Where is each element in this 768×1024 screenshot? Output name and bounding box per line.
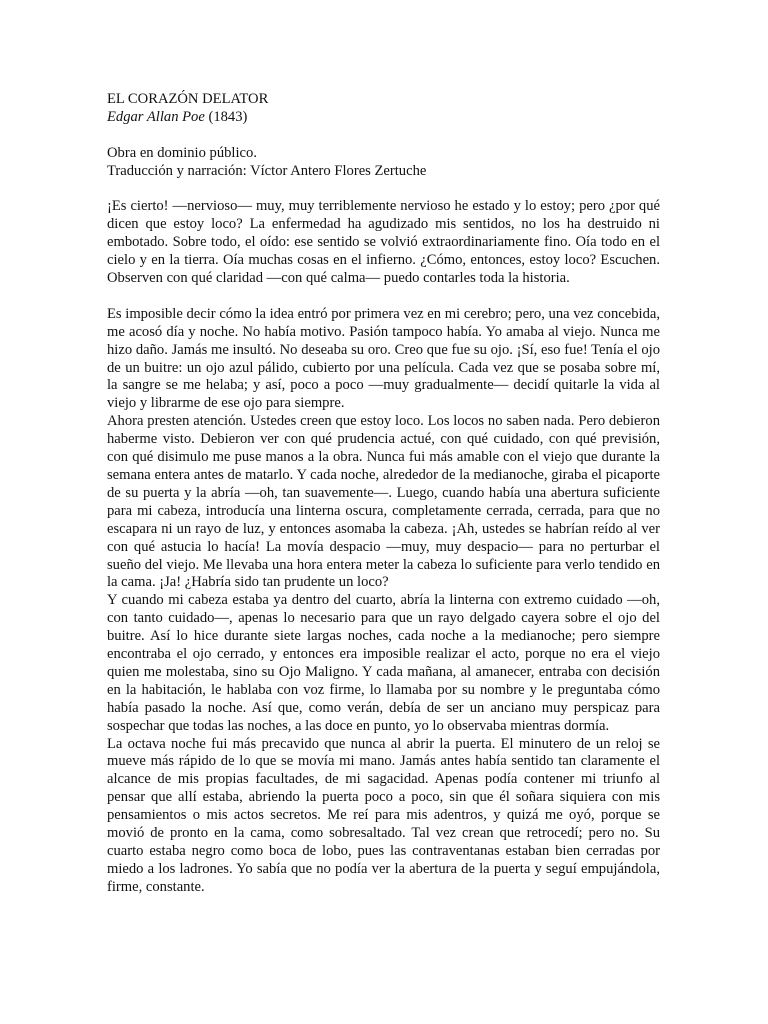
body-paragraph: La octava noche fui más precavido que nunca al abrir la puerta. El minutero de un reloj se mueve más rápido de lo que se movía mi mano. Jamás antes había sentido tan claramente el alcance de mis propias facultades, de mi sagacidad. Apenas podía contener mi triunfo al pensar que allí estaba, abriendo la puerta poco a poco, sin que él soñara siquiera con mis pensamientos o mis actos secretos. Me reí para mis adentros, y quizá me oyó, porque se movió de pronto en la cama, como sobresaltado. Tal vez crean que retrocedí; pero no. Su cuarto estaba negro como boca de lobo, pues las contraventanas estaban bien cerradas por miedo a los ladrones. Yo sabía que no podía ver la abertura de la puerta y seguí empujándola, firme, constante. [107,735,660,895]
document-page [107,91,660,897]
spacer [107,127,660,145]
author-name: Edgar Allan Poe [107,108,205,125]
spacer [107,181,660,199]
body-paragraph: Ahora presten atención. Ustedes creen que estoy loco. Los locos no saben nada. Pero debieron haberme visto. Debieron ver con qué prudencia actué, con qué cuidado, con qué previsión, con qué disimulo me puse manos a la obra. Nunca fui más amable con el viejo que durante la semana entera antes de matarlo. Y cada noche, alrededor de la medianoche, giraba el picaporte de su puerta y la abría —oh, tan suavemente—. Luego, cuando había una abertura suficiente para mi cabeza, introducía una linterna oscura, completamente cerrada, cerrada, para que no escapara ni un rayo de luz, y entonces asomaba la cabeza. ¡Ah, ustedes se habrían reído al ver con qué astucia lo hacía! La movía despacio —muy, muy despacio— para no perturbar el sueño del viejo. Me llevaba una hora entera meter la cabeza lo suficiente para verlo tendido en la cama. ¡Ja! ¿Habría sido tan prudente un loco? [107,413,660,591]
license-note: Obra en dominio público. [107,144,257,161]
spacer [107,288,660,306]
author-line [107,109,660,127]
document-header [107,91,660,127]
body-paragraph: Y cuando mi cabeza estaba ya dentro del cuarto, abría la linterna con extremo cuidado —oh, con tanto cuidado—, apenas lo necesario para que un rayo delgado cayera sobre el ojo del buitre. Así lo hice durante siete largas noches, cada noche a la medianoche; pero siempre encontraba el ojo cerrado, y entonces era imposible realizar el acto, porque no era el viejo quien me molestaba, sino su Ojo Maligno. Y cada mañana, al amanecer, entraba con decisión en la habitación, le hablaba con voz firme, lo llamaba por su nombre y le preguntaba cómo había pasado la noche. Así que, como verán, debía de ser un anciano muy perspicaz para sospechar que todas las noches, a las doce en punto, yo lo observaba mientras dormía. [107,592,660,734]
publication-year: (1843) [204,108,248,125]
document-notice [107,145,660,181]
document-title: EL CORAZÓN DELATOR [107,91,269,107]
body-paragraph: ¡Es cierto! —nervioso— muy, muy terriblemente nervioso he estado y lo estoy; pero ¿por qué dicen que estoy loco? La enfermedad ha agudizado mis sentidos, no los ha destruido ni embotado. Sobre todo, el oído: ese sentido se volvió extraordinariamente fino. Oía todo en el cielo y en la tierra. Oía muchas cosas en el infierno. ¿Cómo, entonces, estoy loco? Escuchen. Observen con qué claridad —con qué calma— puedo contarles toda la historia. [107,198,660,287]
body-paragraph: Es imposible decir cómo la idea entró por primera vez en mi cerebro; pero, una vez concebida, me acosó día y noche. No había motivo. Pasión tampoco había. Yo amaba al viejo. Nunca me hizo daño. Jamás me insultó. No deseaba su oro. Creo que fue su ojo. ¡Sí, eso fue! Tenía el ojo de un buitre: un ojo azul pálido, cubierto por una película. Cada vez que se posaba sobre mí, la sangre se me helaba; y así, poco a poco —muy gradualmente— decidí quitarle la vida al viejo y librarme de ese ojo para siempre. [107,305,660,412]
translation-credit: Traducción y narración: Víctor Antero Flores Zertuche [107,162,427,179]
